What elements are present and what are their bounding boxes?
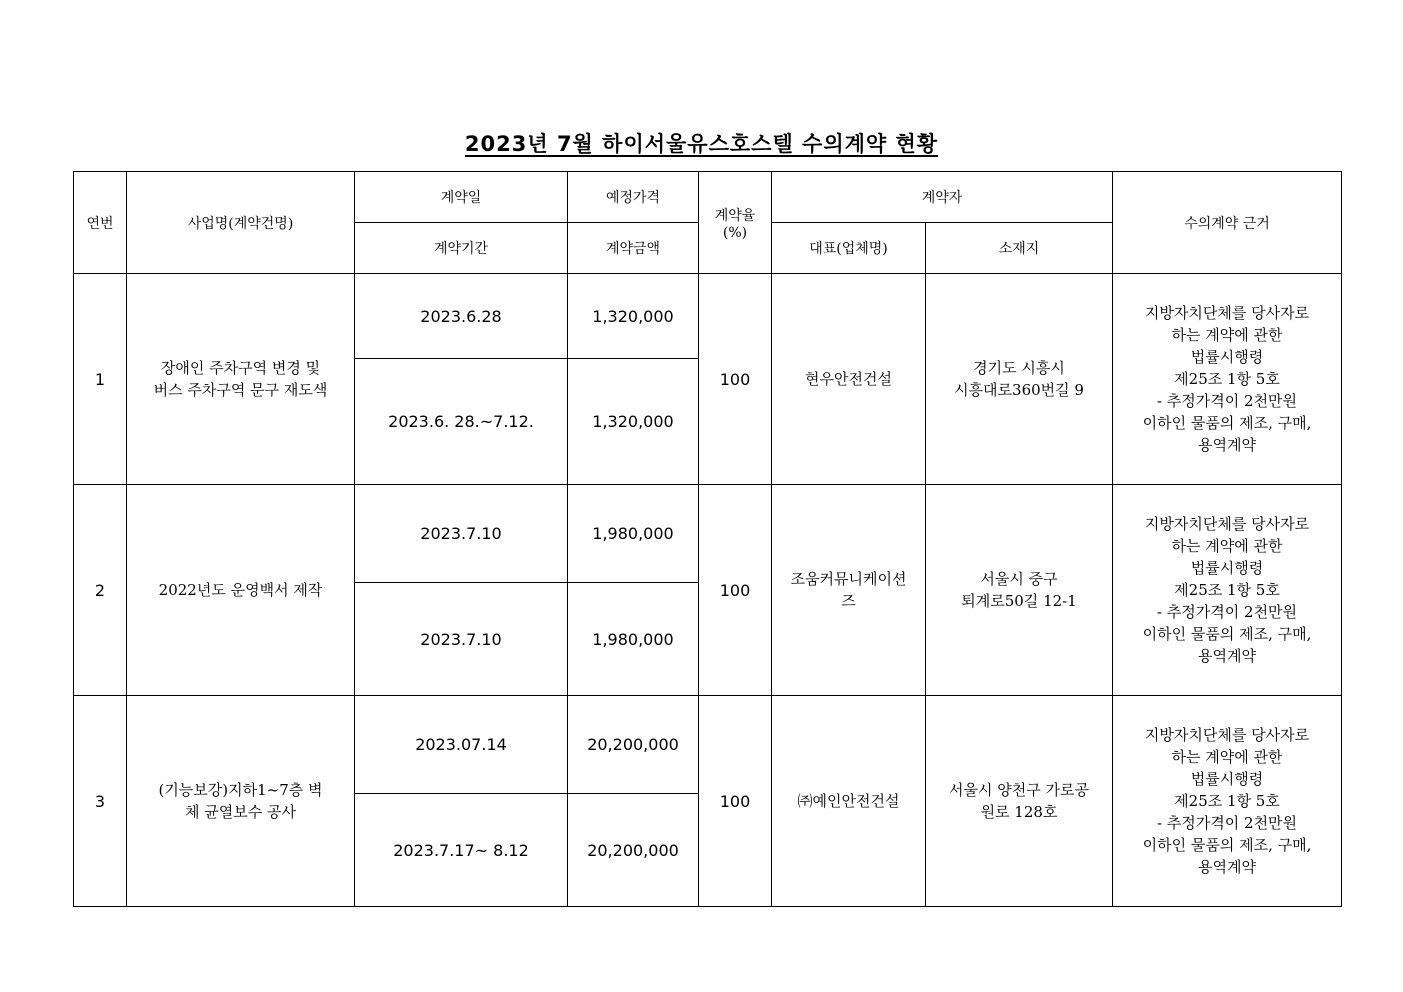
basis-line: 하는 계약에 관한 [1171, 537, 1283, 555]
contract-rate: 100 [699, 696, 772, 907]
basis-line: - 추정가격이 2천만원 [1156, 392, 1298, 410]
project-name [127, 485, 355, 696]
contract-date: 2023.6.28 [355, 274, 568, 359]
header-basis: 수의계약 근거 [1113, 172, 1342, 274]
basis-line: - 추정가격이 2천만원 [1156, 814, 1298, 832]
location-line: 경기도 시흥시 [973, 359, 1065, 377]
table-row [74, 274, 1342, 359]
location-line: 퇴계로50길 12-1 [961, 592, 1077, 610]
header-project: 사업명(계약건명) [127, 172, 355, 274]
company-name-line: 즈 [841, 592, 856, 610]
table-row [74, 485, 1342, 583]
contract-period: 2023.6. 28.~7.12. [355, 359, 568, 485]
basis-line: 하는 계약에 관한 [1171, 326, 1283, 344]
basis-line: 용역계약 [1198, 436, 1256, 454]
company-name-line: ㈜예인안전건설 [797, 792, 900, 810]
basis-line: 법률시행령 [1190, 559, 1264, 577]
header-rate-unit: (%) [722, 224, 748, 241]
contract-amount: 1,980,000 [568, 583, 699, 696]
basis-line: 용역계약 [1198, 647, 1256, 665]
location [926, 696, 1113, 907]
basis-line: 제25조 1항 5호 [1174, 370, 1280, 388]
company-name [772, 696, 926, 907]
contract-period: 2023.7.17~ 8.12 [355, 794, 568, 907]
project-name-line: 장애인 주차구역 변경 및 [160, 359, 321, 377]
location-line: 원로 128호 [980, 803, 1058, 821]
header-contract-date: 계약일 [355, 172, 568, 223]
basis-line: 지방자치단체를 당사자로 [1144, 515, 1310, 533]
header-contract-amount: 계약금액 [568, 223, 699, 274]
contract-amount: 20,200,000 [568, 794, 699, 907]
row-no: 2 [74, 485, 127, 696]
location [926, 274, 1113, 485]
contract-rate: 100 [699, 485, 772, 696]
header-no: 연번 [74, 172, 127, 274]
company-name-line: 현우안전건설 [805, 370, 892, 388]
company-name [772, 485, 926, 696]
basis-line: 제25조 1항 5호 [1174, 581, 1280, 599]
basis-line: 용역계약 [1198, 858, 1256, 876]
basis-line: 하는 계약에 관한 [1171, 748, 1283, 766]
project-name-line: 2022년도 운영백서 제작 [158, 581, 323, 599]
header-contract-period: 계약기간 [355, 223, 568, 274]
basis-line: 지방자치단체를 당사자로 [1144, 726, 1310, 744]
estimated-price: 1,980,000 [568, 485, 699, 583]
table-row [74, 696, 1342, 794]
location-line: 서울시 양천구 가로공 [949, 781, 1089, 799]
row-no: 1 [74, 274, 127, 485]
header-representative: 대표(업체명) [772, 223, 926, 274]
header-contractor: 계약자 [772, 172, 1113, 223]
contract-table [73, 171, 1342, 907]
basis-line: - 추정가격이 2천만원 [1156, 603, 1298, 621]
company-name [772, 274, 926, 485]
project-name-line: 체 균열보수 공사 [185, 803, 296, 821]
estimated-price: 20,200,000 [568, 696, 699, 794]
basis-line: 지방자치단체를 당사자로 [1144, 304, 1310, 322]
basis-line: 이하인 물품의 제조, 구매, [1142, 836, 1312, 854]
project-name [127, 274, 355, 485]
basis-line: 법률시행령 [1190, 770, 1264, 788]
contract-amount: 1,320,000 [568, 359, 699, 485]
header-rate [699, 172, 772, 274]
contract-basis [1113, 274, 1342, 485]
location-line: 서울시 중구 [980, 570, 1058, 588]
location-line: 시흥대로360번길 9 [954, 381, 1084, 399]
contract-date: 2023.7.10 [355, 485, 568, 583]
basis-line: 이하인 물품의 제조, 구매, [1142, 414, 1312, 432]
project-name-line: 버스 주차구역 문구 재도색 [153, 381, 328, 399]
location [926, 485, 1113, 696]
row-no: 3 [74, 696, 127, 907]
header-location: 소재지 [926, 223, 1113, 274]
project-name [127, 696, 355, 907]
contract-rate: 100 [699, 274, 772, 485]
contract-period: 2023.7.10 [355, 583, 568, 696]
basis-line: 이하인 물품의 제조, 구매, [1142, 625, 1312, 643]
contract-date: 2023.07.14 [355, 696, 568, 794]
header-estimated-price: 예정가격 [568, 172, 699, 223]
company-name-line: 조움커뮤니케이션 [790, 570, 907, 588]
basis-line: 제25조 1항 5호 [1174, 792, 1280, 810]
contract-basis [1113, 485, 1342, 696]
basis-line: 법률시행령 [1190, 348, 1264, 366]
header-row-1 [74, 172, 1342, 223]
header-rate-label: 계약율 [714, 207, 756, 224]
page-title: 2023년 7월 하이서울유스호스텔 수의계약 현황 [464, 132, 939, 156]
project-name-line: (기능보강)지하1~7층 벽 [158, 781, 323, 799]
contract-basis [1113, 696, 1342, 907]
estimated-price: 1,320,000 [568, 274, 699, 359]
